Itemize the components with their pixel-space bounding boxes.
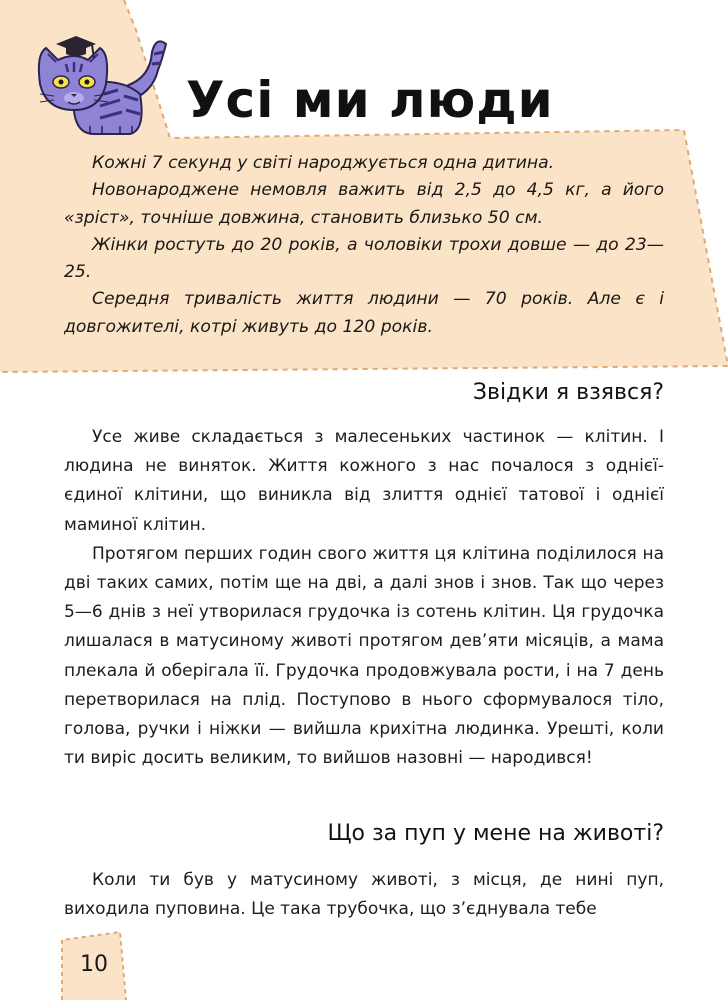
cat-illustration (34, 30, 174, 140)
body-paragraph: Усе живе складається з малесеньких частинок — клітин. І людина не виняток. Життя кожного з нас почалося з однієї-єдиної клітини, що виникла від злиття однієї татової і однієї маминої клітин. (64, 427, 664, 535)
section-body-navel (64, 866, 664, 924)
section-heading-origin: Звідки я взявся? (472, 380, 664, 405)
facts-box (64, 150, 664, 341)
section-heading-navel: Що за пуп у мене на животі? (327, 821, 664, 846)
page-title: Усі ми люди (186, 71, 554, 129)
page-number: 10 (80, 952, 108, 977)
graduation-cap-icon (56, 36, 96, 58)
body-paragraph: Протягом перших годин свого життя ця клітина поділилося на дві таких самих, потім ще на дві, а далі знов і знов. Так що через 5—6 днів з неї утворилася грудочка із сотень клітин. Ця грудочка лишалася в матусиному животі протягом дев’яти місяців, а мама плекала й оберігала її. Грудочка продовжувала рости, і на 7 день перетворилася на плід. Поступово в нього сформувалося тіло, голова, ручки і ніжки — вийшла крихітна людинка. Урешті, коли ти виріс досить великим, то вийшов назовні — народився! (64, 543, 664, 769)
fact-paragraph: Кожні 7 секунд у світі народжується одна дитина. (92, 153, 555, 173)
fact-paragraph: Жінки ростуть до 20 років, а чоловіки трохи довше — до 23—25. (64, 234, 664, 283)
fact-paragraph: Середня тривалість життя людини — 70 років. Але є і довгожителі, котрі живуть до 120 років. (64, 289, 664, 337)
section-body-origin (64, 423, 664, 773)
body-paragraph: Коли ти був у матусиному животі, з місця, де нині пуп, виходила пуповина. Це така трубочка, що з’єднувала тебе (64, 870, 664, 920)
fact-paragraph: Новонароджене немовля важить від 2,5 до 4,5 кг, а його «зріст», точніше довжина, становить близько 50 см. (64, 180, 664, 228)
